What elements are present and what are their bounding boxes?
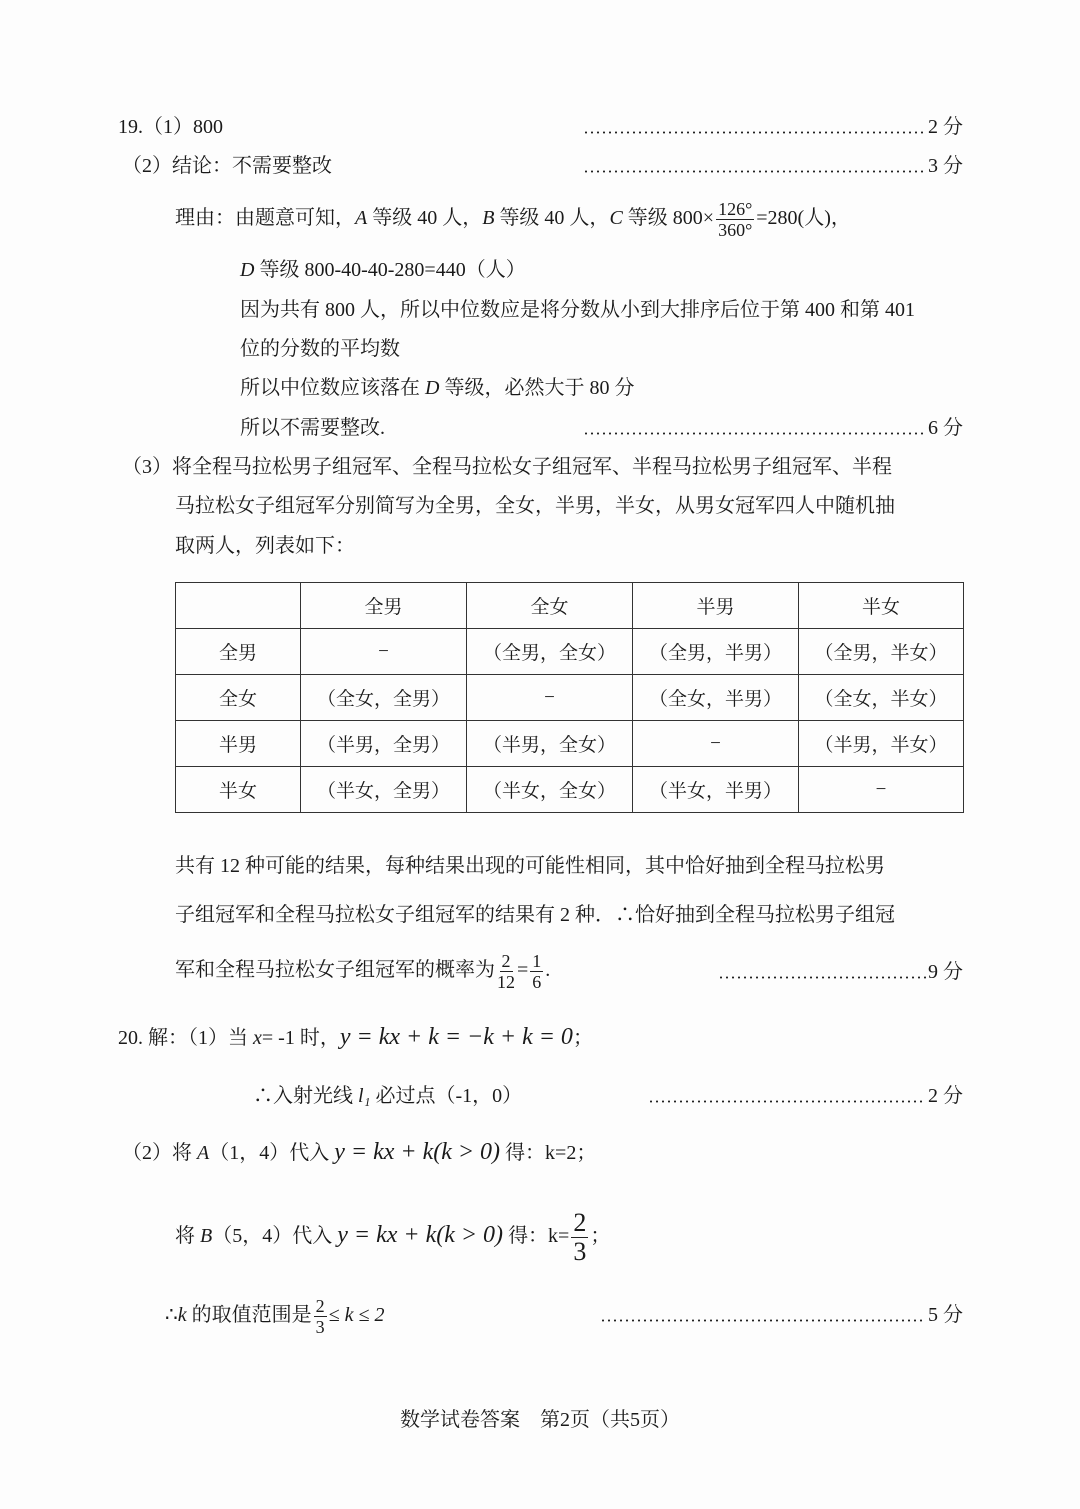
text: 必过点（-1，0） xyxy=(370,1085,523,1107)
fraction xyxy=(571,1209,588,1266)
text: （1，4）代入 xyxy=(209,1142,335,1164)
text: =280(人)， xyxy=(756,207,851,229)
text: （5，4）代入 xyxy=(212,1225,338,1247)
text: ； xyxy=(572,1027,593,1049)
numerator: 126° xyxy=(718,198,753,219)
table-cell: 半男 xyxy=(633,583,799,629)
text-line: 子组冠军和全程马拉松女子组冠军的结果有 2 种．∴恰好抽到全程马拉松男子组冠 xyxy=(175,904,895,926)
text: ； xyxy=(590,1225,611,1247)
table-row xyxy=(176,767,964,813)
equation: y = kx + k(k > 0) xyxy=(334,1139,501,1165)
text: 等级，必然大于 80 分 xyxy=(439,377,635,399)
text: ∴ xyxy=(165,1304,178,1326)
text: 等级 40 人， xyxy=(367,207,483,229)
score: 9 分 xyxy=(928,961,963,983)
score: 2 分 xyxy=(928,116,963,138)
text: 等级 800-40-40-280=440（人） xyxy=(254,259,526,281)
score-leader xyxy=(600,1303,963,1327)
text: k xyxy=(177,1304,187,1326)
score: 3 分 xyxy=(928,155,963,177)
probability-line xyxy=(175,945,550,995)
denominator: 6 xyxy=(532,971,542,992)
table-cell: （半女，半男） xyxy=(633,767,799,813)
text-line xyxy=(175,1205,610,1266)
text: x xyxy=(253,1027,262,1049)
q19-part1: 19.（1）800 xyxy=(118,116,223,138)
table-cell xyxy=(176,583,301,629)
text: ∴入射光线 xyxy=(253,1085,358,1107)
table-cell: （半男，全女） xyxy=(467,721,633,767)
text: 理由：由题意可知， xyxy=(175,207,355,229)
text: （2）将 xyxy=(122,1142,197,1164)
text-line xyxy=(253,1084,522,1108)
denominator: 3 xyxy=(573,1236,587,1266)
table-cell: （半男，全男） xyxy=(301,721,467,767)
table-row xyxy=(176,629,964,675)
fraction xyxy=(530,951,543,992)
table-cell: − xyxy=(467,675,633,721)
equation: y = kx + k(k > 0) xyxy=(337,1222,504,1248)
text: 等级 40 人， xyxy=(494,207,610,229)
score-leader xyxy=(648,1084,963,1108)
table-cell: 全女 xyxy=(467,583,633,629)
text-line xyxy=(165,1290,384,1340)
denominator: 12 xyxy=(497,971,515,992)
table-cell: − xyxy=(633,721,799,767)
text: A xyxy=(197,1142,210,1164)
q20-part2 xyxy=(122,1136,596,1169)
table-row xyxy=(176,721,964,767)
table-cell: （半女，全女） xyxy=(467,767,633,813)
score-leader xyxy=(583,115,963,139)
table-cell: （全女，半男） xyxy=(633,675,799,721)
text-line: （3）将全程马拉松男子组冠军、全程马拉松女子组冠军、半程马拉松男子组冠军、半程 xyxy=(122,456,892,478)
text: ≤ k ≤ 2 xyxy=(328,1304,385,1326)
text: C xyxy=(609,207,623,229)
table-cell: 全男 xyxy=(301,583,467,629)
denominator: 3 xyxy=(315,1316,325,1337)
text: 20. 解：（1）当 xyxy=(118,1027,253,1049)
text: B xyxy=(482,207,495,229)
text: = -1 时， xyxy=(261,1027,340,1049)
table-cell: （全男，半女） xyxy=(799,629,964,675)
text: 的取值范围是 xyxy=(186,1304,312,1326)
page-footer: 数学试卷答案 第2页（共5页） xyxy=(400,1409,680,1431)
q20-part1 xyxy=(118,1021,593,1054)
text: 得：k= xyxy=(503,1225,570,1247)
reason-line xyxy=(175,196,851,240)
table-cell: （半男，半女） xyxy=(799,721,964,767)
d-grade-line xyxy=(240,258,526,282)
numerator: 1 xyxy=(532,950,542,971)
table-cell: 半女 xyxy=(799,583,964,629)
table-cell: 全女 xyxy=(176,675,301,721)
text: 将 xyxy=(175,1225,200,1247)
table-cell: （全男，全女） xyxy=(467,629,633,675)
table-cell: 半女 xyxy=(176,767,301,813)
score-leader xyxy=(718,960,963,984)
denominator: 360° xyxy=(718,219,753,240)
table-cell: 半男 xyxy=(176,721,301,767)
fraction xyxy=(314,1296,327,1337)
text: 得：k=2； xyxy=(500,1142,597,1164)
text: D xyxy=(425,377,440,399)
numerator: 2 xyxy=(315,1295,325,1316)
text: D xyxy=(240,259,255,281)
text: = xyxy=(517,959,529,981)
text: A xyxy=(355,207,368,229)
text-line: 因为共有 800 人，所以中位数应是将分数从小到大排序后位于第 400 和第 401 xyxy=(240,299,915,321)
table-cell: （半女，全男） xyxy=(301,767,467,813)
text: B xyxy=(200,1225,213,1247)
text-line: 马拉松女子组冠军分别简写为全男，全女，半男，半女，从男女冠军四人中随机抽 xyxy=(175,495,895,517)
table-header-row xyxy=(176,583,964,629)
score: 5 分 xyxy=(928,1304,963,1326)
numerator: 2 xyxy=(501,950,511,971)
outcome-table xyxy=(175,582,964,813)
text: . xyxy=(545,959,551,981)
text: l₁ xyxy=(358,1085,371,1107)
text-line xyxy=(240,376,634,400)
numerator: 2 xyxy=(573,1207,587,1237)
text-line: 位的分数的平均数 xyxy=(240,338,400,360)
fraction xyxy=(716,199,754,240)
q19-part2: （2）结论：不需要整改 xyxy=(122,155,332,177)
table-cell: − xyxy=(799,767,964,813)
text: 所以中位数应该落在 xyxy=(240,377,425,399)
text: 军和全程马拉松女子组冠军的概率为 xyxy=(175,959,495,981)
table-cell: − xyxy=(301,629,467,675)
score: 2 分 xyxy=(928,1085,963,1107)
table-cell: （全女，半女） xyxy=(799,675,964,721)
table-cell: 全男 xyxy=(176,629,301,675)
table-cell: （全男，半男） xyxy=(633,629,799,675)
score-leader xyxy=(583,154,963,178)
equation: y = kx + k = −k + k = 0 xyxy=(339,1024,573,1050)
score: 6 分 xyxy=(928,417,963,439)
text: 等级 800× xyxy=(622,207,715,229)
table-row xyxy=(176,675,964,721)
fraction xyxy=(497,951,515,992)
table-cell: （全女，全男） xyxy=(301,675,467,721)
score-leader xyxy=(583,416,963,440)
text-line: 所以不需要整改. xyxy=(240,417,385,439)
text-line: 共有 12 种可能的结果，每种结果出现的可能性相同，其中恰好抽到全程马拉松男 xyxy=(175,855,885,877)
text-line: 取两人，列表如下： xyxy=(175,535,355,557)
